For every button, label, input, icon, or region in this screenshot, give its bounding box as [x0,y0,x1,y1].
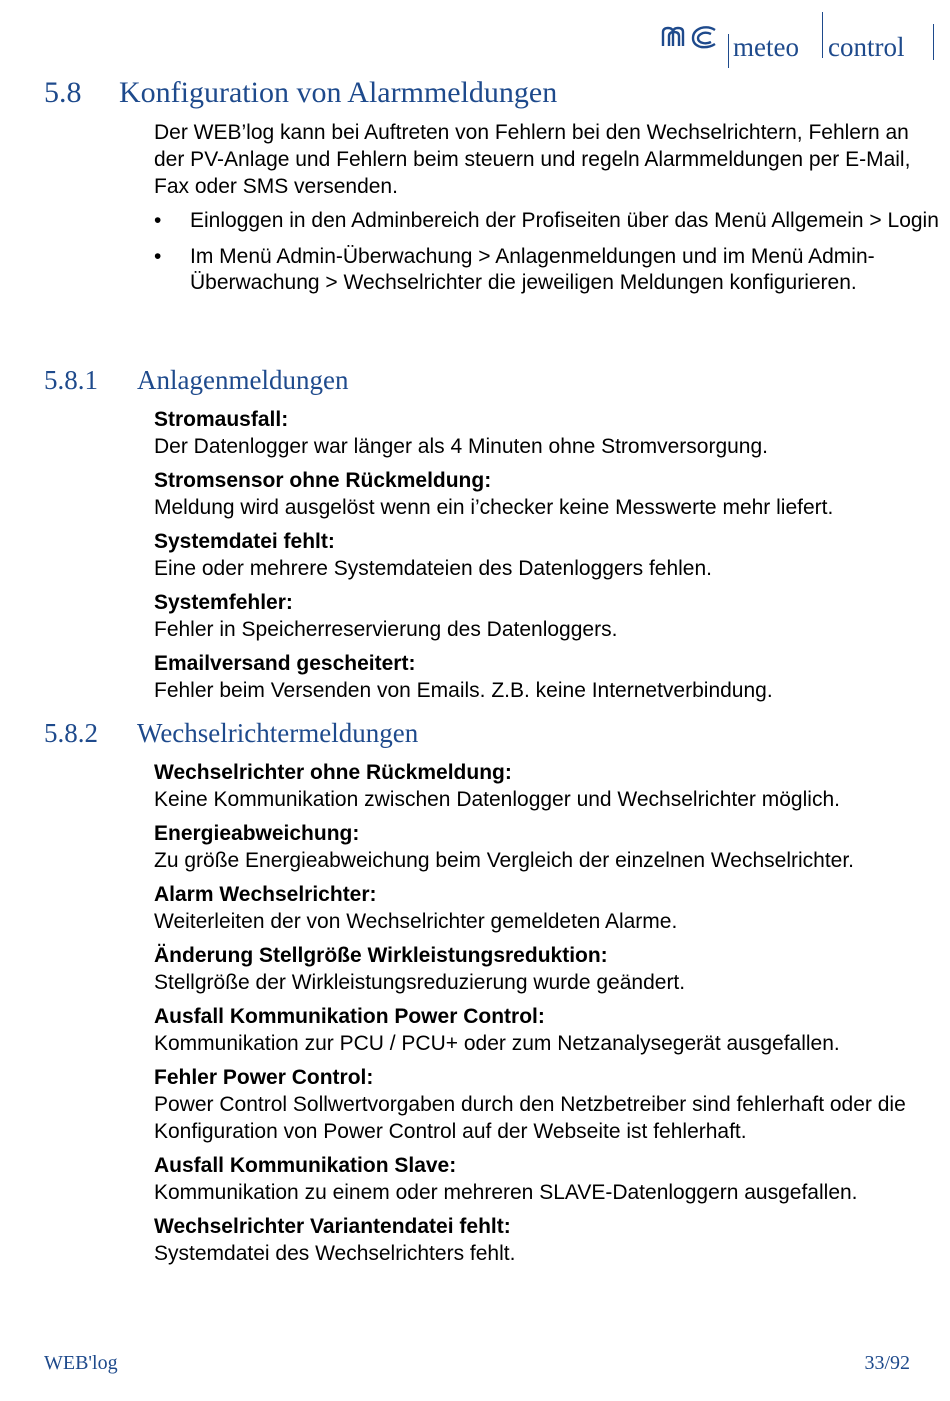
message-description: Fehler beim Versenden von Emails. Z.B. keine Internetverbindung. [154,679,773,702]
message-description: Weiterleiten der von Wechselrichter gemeldeten Alarme. [154,910,678,933]
message-entry [154,1152,944,1206]
bullet-icon: • [154,209,162,232]
message-entry [154,650,944,704]
bullet-icon: • [154,245,162,268]
section-number: 5.8 [44,76,82,109]
message-entry [154,467,944,521]
message-title: Ausfall Kommunikation Slave: [154,1154,457,1177]
message-title: Fehler Power Control: [154,1066,374,1089]
subsection-number: 5.8.2 [44,718,98,748]
bullet-list [154,208,944,306]
message-description: Keine Kommunikation zwischen Datenlogger und Wechselrichter möglich. [154,788,840,811]
message-description: Kommunikation zur PCU / PCU+ oder zum Netzanalysegerät ausgefallen. [154,1032,840,1055]
intro-paragraph: Der WEB’log kann bei Auftreten von Fehlern bei den Wechselrichtern, Fehlern an der PV-Anlage und Fehlern beim steuern und regeln Alarmmeldungen per E-Mail, Fax oder SMS versenden. [154,121,911,198]
message-entry [154,1064,944,1145]
message-title: Alarm Wechselrichter: [154,883,377,906]
logo-text-meteo: meteo [733,32,799,62]
message-title: Stromsensor ohne Rückmeldung: [154,469,492,492]
logo-text-control: control [828,32,905,62]
message-title: Änderung Stellgröße Wirkleistungsreduktion: [154,944,608,967]
subsection-number: 5.8.1 [44,365,98,395]
message-description: Der Datenlogger war länger als 4 Minuten ohne Stromversorgung. [154,435,768,458]
message-title: Stromausfall: [154,408,289,431]
mc-logo-icon [661,24,719,50]
list-item: • Im Menü Admin-Überwachung > Anlagenmeldungen und im Menü Admin-Überwachung > Wechselrichter die jeweiligen Meldungen konfigurieren. [154,245,875,294]
message-title: Emailversand gescheitert: [154,652,416,675]
message-entry [154,1213,944,1267]
message-entry [154,528,944,582]
message-title: Wechselrichter Variantendatei fehlt: [154,1215,511,1238]
message-title: Ausfall Kommunikation Power Control: [154,1005,545,1028]
message-entry [154,406,944,460]
message-description: Stellgröße der Wirkleistungsreduzierung wurde geändert. [154,971,686,994]
message-entry [154,881,944,935]
message-entry [154,589,944,643]
message-title: Systemfehler: [154,591,293,614]
message-description: Fehler in Speicherreservierung des Datenloggers. [154,618,618,641]
message-description: Power Control Sollwertvorgaben durch den Netzbetreiber sind fehlerhaft oder die Konfiguration von Power Control auf der Webseite ist fehlerhaft. [154,1093,906,1143]
message-description: Zu größe Energieabweichung beim Vergleich der einzelnen Wechselrichter. [154,849,855,872]
message-title: Wechselrichter ohne Rückmeldung: [154,761,512,784]
section-title: Konfiguration von Alarmmeldungen [119,76,558,109]
message-entry [154,820,944,874]
message-entry [154,759,944,813]
message-entry [154,942,944,996]
subsection-heading-wechselrichtermeldungen [44,718,418,749]
meteocontrol-logo [661,12,936,70]
message-description: Systemdatei des Wechselrichters fehlt. [154,1242,516,1265]
subsection-title: Wechselrichtermeldungen [137,718,419,748]
message-title: Energieabweichung: [154,822,360,845]
subsection-title: Anlagenmeldungen [137,365,349,395]
message-description: Meldung wird ausgelöst wenn ein i’checker keine Messwerte mehr liefert. [154,496,834,519]
message-entry [154,1003,944,1057]
subsection-heading-anlagenmeldungen [44,365,348,396]
footer-document-name: WEB'log [44,1352,118,1374]
message-title: Systemdatei fehlt: [154,530,335,553]
message-description: Kommunikation zu einem oder mehreren SLAVE-Datenloggern ausgefallen. [154,1181,858,1204]
footer-page-number: 33/92 [864,1352,910,1374]
message-description: Eine oder mehrere Systemdateien des Datenloggers fehlen. [154,557,712,580]
section-heading [44,76,557,110]
list-item: • Einloggen in den Adminbereich der Profiseiten über das Menü Allgemein > Login [154,209,939,232]
